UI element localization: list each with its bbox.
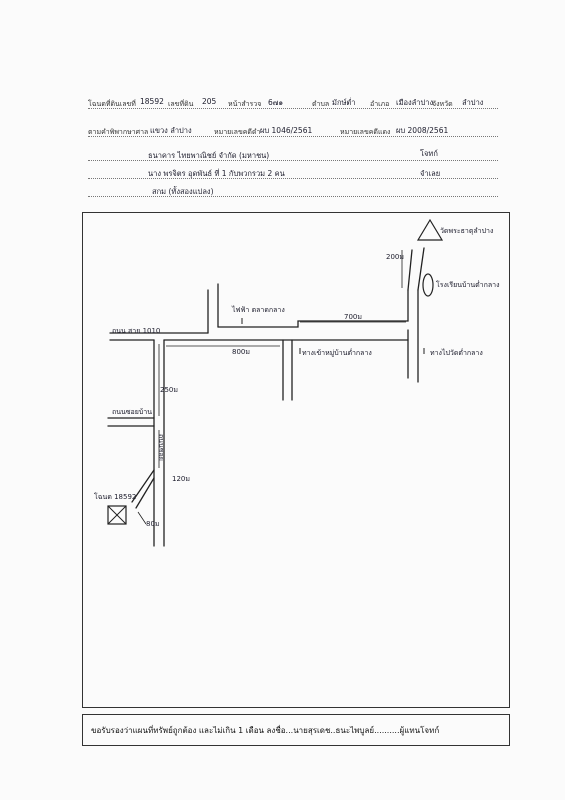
court-label: ตามคำพิพากษาศาล [88, 128, 149, 136]
electric-label: ไฟฟ้า ตลาดกลาง [232, 306, 285, 314]
school-icon [423, 274, 433, 296]
red-case-number: ผบ 2008/2561 [396, 126, 449, 135]
amphoe-value: เมืองลำปาง [396, 98, 434, 107]
junction-label: ถนน สาย 1010 [112, 327, 161, 335]
defendant-name: นาง พรจิตร อุดพันธ์ ที่ 1 กับพวกรวม 2 คน [148, 169, 285, 178]
defendant-role: จำเลย [420, 169, 441, 178]
school-label: โรงเรียนบ้านต่ำกลาง [436, 281, 500, 289]
deed-label: โฉนดที่ดินเลขที่ [88, 100, 136, 108]
black-case-label: หมายเลขคดีดำ [214, 128, 261, 136]
distance-800: 800ม [232, 348, 250, 356]
distance-700: 700ม [344, 313, 362, 321]
survey-number: 6๗๑ [268, 98, 284, 107]
dim-80 [138, 512, 146, 524]
soi-label: ถนนซอย [157, 434, 165, 461]
deed-number: 18592 [140, 97, 164, 106]
plaintiff-role: โจทก์ [420, 149, 438, 158]
land-no-label: เลขที่ดิน [168, 100, 194, 108]
land-number: 205 [202, 97, 217, 106]
market-label: ทางเข้าหมู่บ้านต่ำกลาง [302, 349, 372, 357]
note-text: สกม (ทั้งสองแปลง) [152, 187, 214, 196]
province-value: ลำปาง [462, 98, 484, 107]
road-to-temple-1 [408, 250, 412, 290]
court-value: แขวง ลำปาง [150, 126, 192, 135]
distance-120: 120ม [172, 475, 190, 483]
tambon-label: ตำบล [312, 100, 330, 108]
province-label: จังหวัด [432, 100, 453, 108]
survey-label: หน้าสำรวจ [228, 100, 262, 108]
distance-80: 80ม [146, 520, 160, 528]
tambon-value: มักษ์ต่ำ [332, 98, 356, 107]
subdistrict-label: ทางไปวัดต่ำกลาง [430, 349, 483, 357]
village-road-label: ถนนซอยบ้าน [112, 408, 153, 416]
amphoe-label: อำเภอ [370, 100, 390, 108]
certification-text: ขอรับรองว่าแผนที่ทรัพย์ถูกต้อง และไม่เกิน 1 เดือน ลงชื่อ...นายสุรเดช..ธนะไพบูลย์..........ผู้แทนโจทก์ [91, 726, 440, 735]
distance-250: 250ม [160, 386, 178, 394]
temple-icon [418, 220, 442, 240]
deed-plot-label: โฉนด 18592 [94, 493, 137, 501]
certification-box [82, 714, 510, 746]
temple-label: วัดพระธาตุลำปาง [440, 227, 494, 235]
plaintiff-name: ธนาคาร ไทยพาณิชย์ จำกัด (มหาชน) [148, 151, 270, 160]
red-case-label: หมายเลขคดีแดง [340, 128, 391, 136]
distance-200: 200ม [386, 253, 404, 261]
black-case-number: ผบ 1046/2561 [260, 126, 313, 135]
